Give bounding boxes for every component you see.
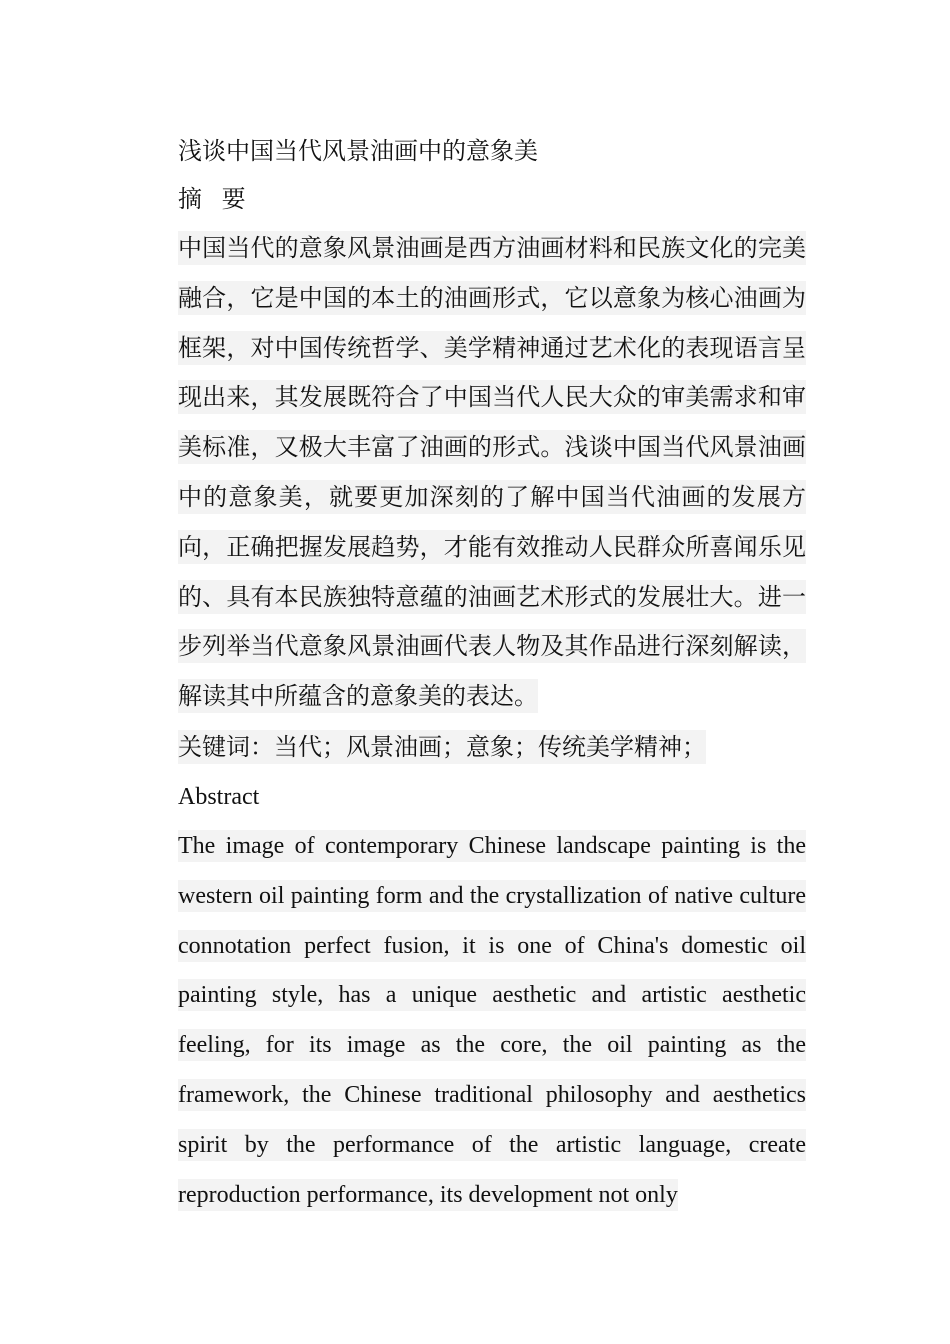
abstract-body-en-text: The image of contemporary Chinese landscape painting is the western oil painting form and the crystallization of native culture connotation perfect fusion, it is one of China's domestic oil painting style, has a unique aesthetic and artistic aesthetic feeling, for its image as the core, the oil painting as the framework, the Chinese traditional philosophy and aesthetics spirit by the performance of the artistic language, create reproduction performance, its development not only — [178, 830, 806, 1211]
document-title: 浅谈中国当代风景油画中的意象美 — [178, 137, 538, 165]
keywords-cn-text: 关键词：当代；风景油画；意象；传统美学精神； — [178, 730, 706, 764]
abstract-body-en — [178, 822, 806, 1220]
document-page — [178, 128, 806, 1220]
abstract-body-cn — [178, 224, 806, 722]
abstract-heading-en: Abstract — [178, 783, 260, 810]
abstract-heading-cn: 摘 要 — [178, 185, 252, 213]
keywords-cn — [178, 722, 806, 772]
abstract-body-cn-text: 中国当代的意象风景油画是西方油画材料和民族文化的完美融合，它是中国的本土的油画形式，它以意象为核心油画为框架，对中国传统哲学、美学精神通过艺术化的表现语言呈现出来，其发展既符合了中国当代人民大众的审美需求和审美标准，又极大丰富了油画的形式。浅谈中国当代风景油画中的意象美，就要更加深刻的了解中国当代油画的发展方向，正确把握发展趋势，才能有效推动人民群众所喜闻乐见的、具有本民族独特意蕴的油画艺术形式的发展壮大。进一步列举当代意象风景油画代表人物及其作品进行深刻解读，解读其中所蕴含的意象美的表达。 — [178, 231, 806, 713]
